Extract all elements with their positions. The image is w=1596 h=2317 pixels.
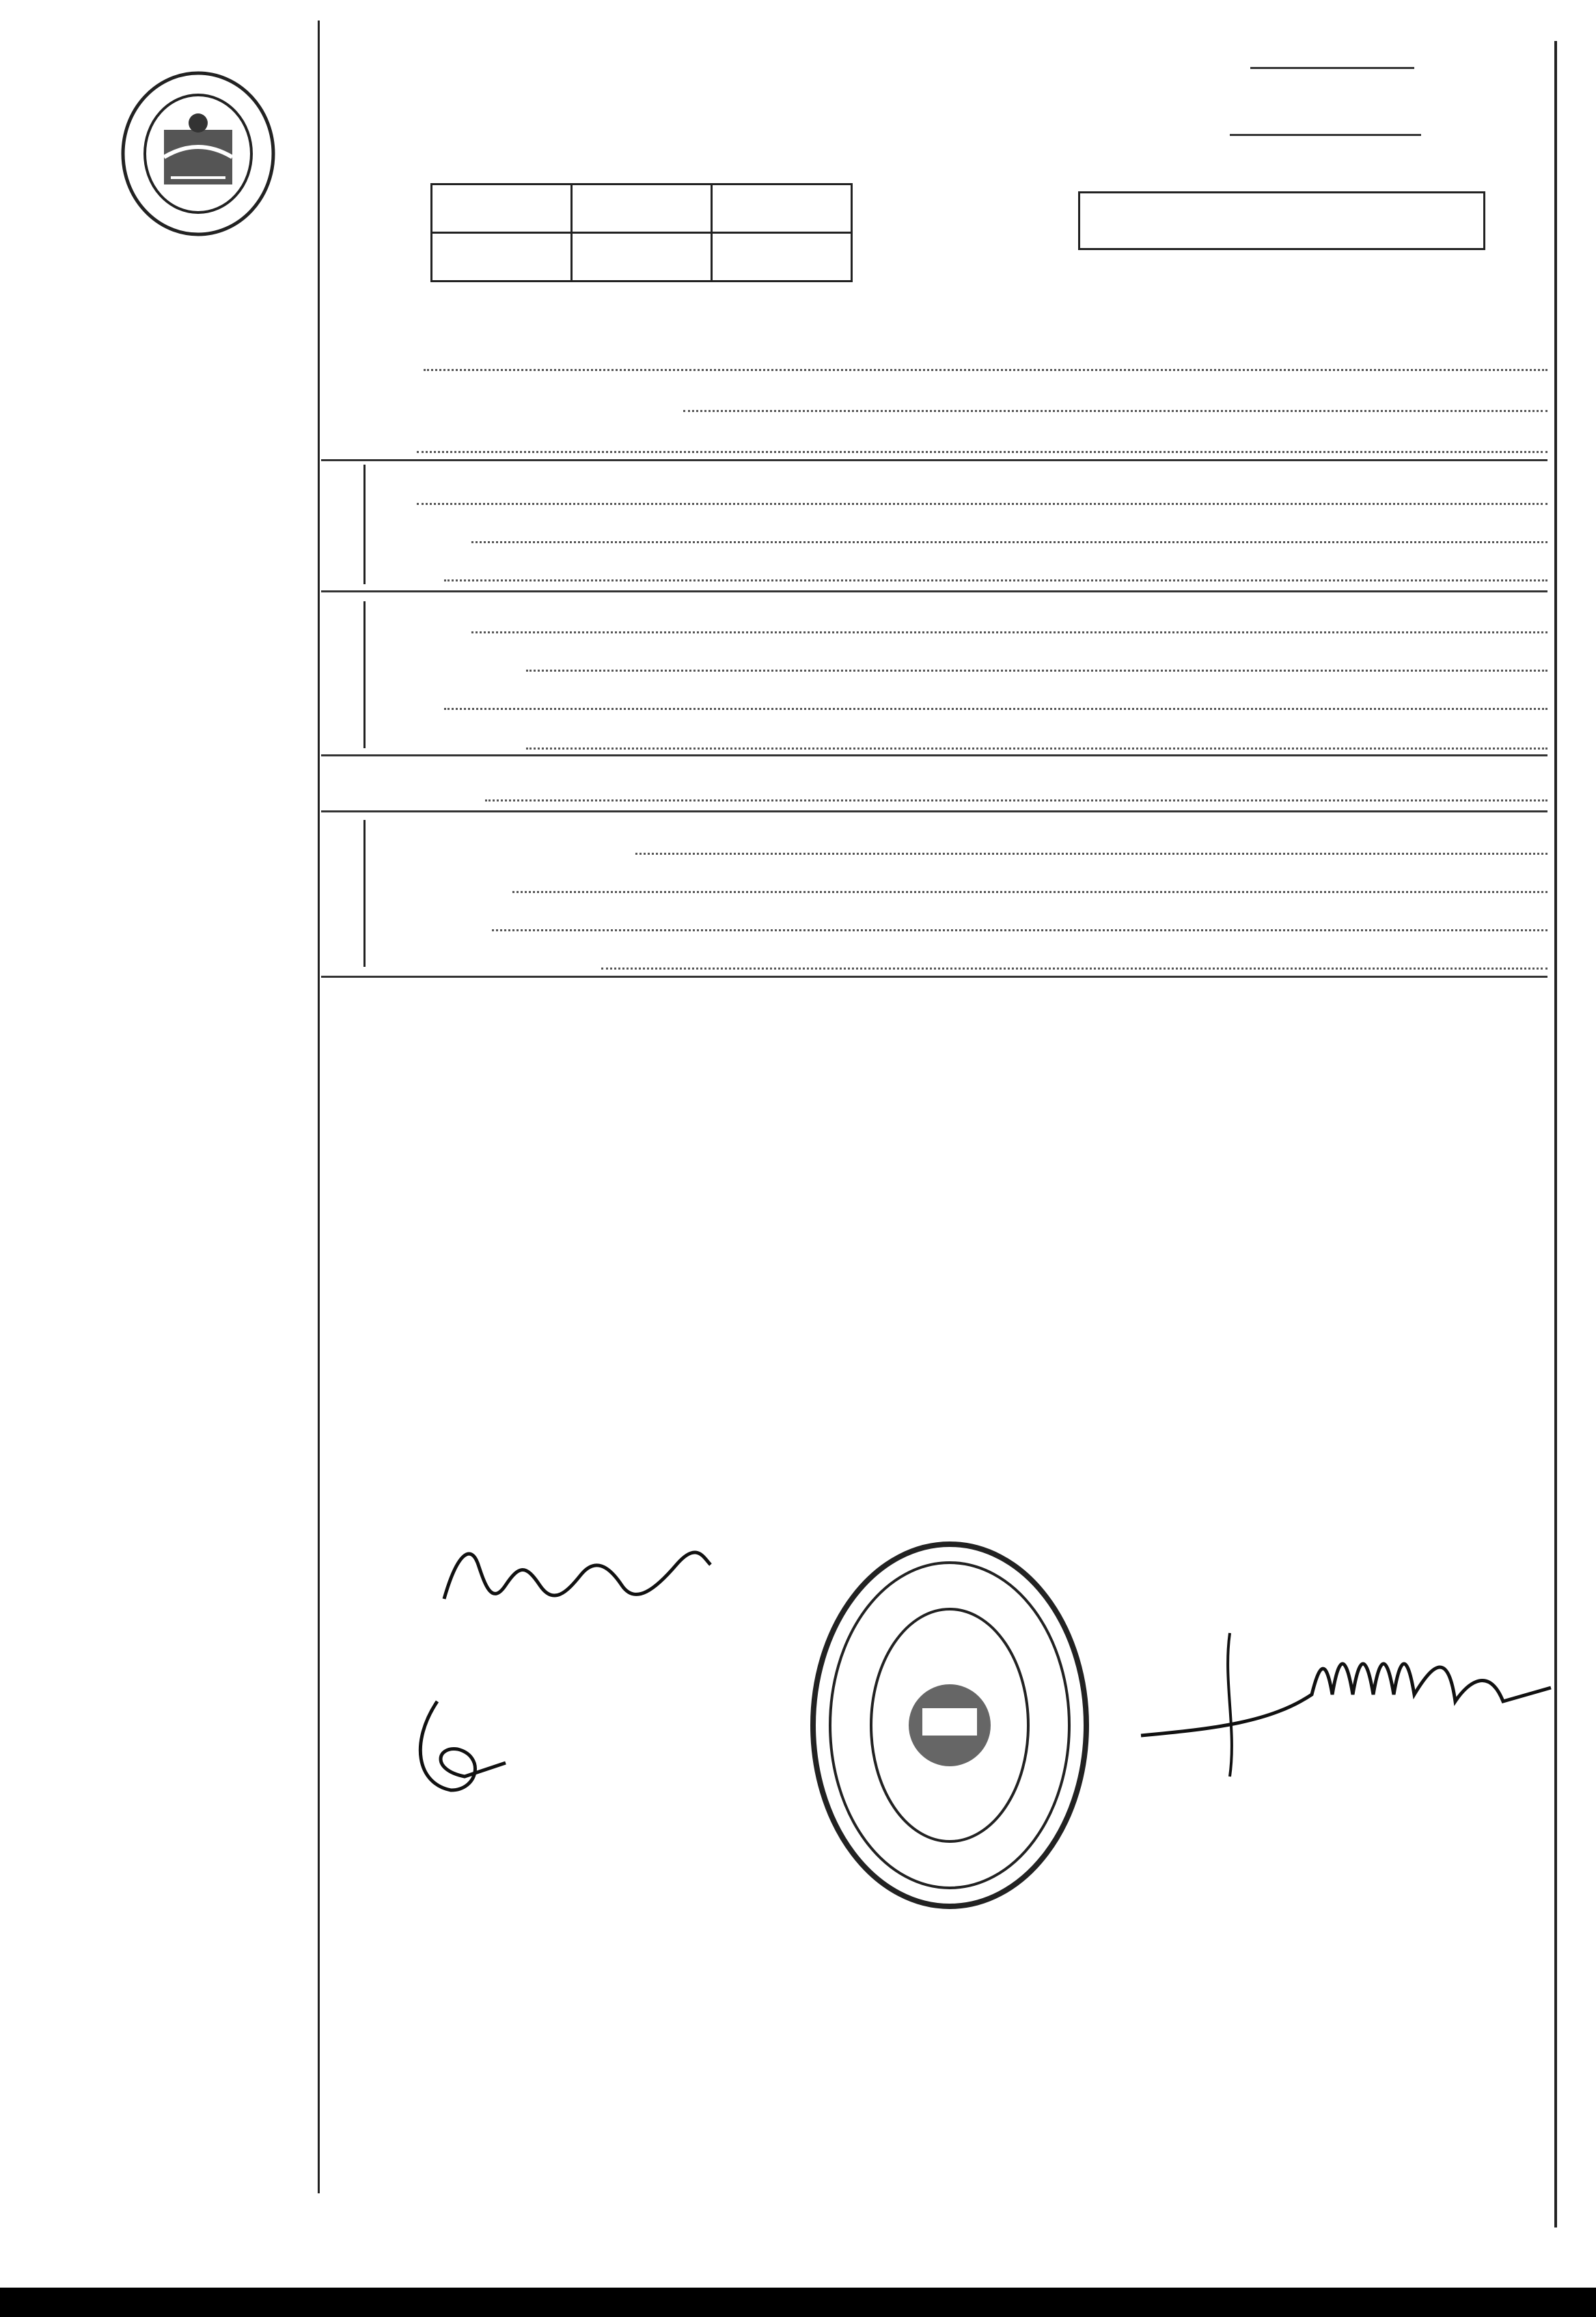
republica-dotted (683, 410, 1547, 412)
padres-top-rule (321, 590, 1547, 592)
serial-underline (1230, 134, 1421, 136)
table-header-acta (572, 184, 712, 233)
mother-signature (396, 1688, 519, 1804)
serial-top-line (1250, 67, 1414, 69)
declarante-side-bar (363, 820, 366, 967)
left-margin-line (318, 20, 320, 2193)
misiones-logo (116, 68, 280, 239)
footer-band (0, 2288, 1596, 2317)
declarante-dotted (512, 891, 1547, 893)
apellido-top-rule (321, 754, 1547, 756)
table-header-tomo (432, 184, 572, 233)
name-dotted (417, 503, 1547, 505)
registry-table (430, 183, 853, 282)
year-dotted (417, 451, 1547, 453)
apellido-dotted (485, 799, 1547, 801)
segun-dotted (635, 853, 1547, 855)
right-margin-line (1554, 41, 1557, 2227)
en-dotted (424, 369, 1547, 371)
official-signature (1134, 1626, 1558, 1804)
hijo-dotted (471, 631, 1547, 633)
domicilio-dotted (492, 929, 1547, 931)
y-de-dotted (444, 708, 1547, 710)
a-las-dotted (444, 579, 1547, 581)
table-value-tomo (432, 233, 572, 282)
sticker-top-pattern (379, 1086, 980, 1134)
padres-side-bar (363, 601, 366, 748)
declarante-bottom-rule (321, 976, 1547, 978)
table-header-ano (712, 184, 852, 233)
declarant-signature (430, 1537, 717, 1619)
document-type-box (1078, 191, 1485, 250)
dni-label-sticker (379, 1086, 980, 1349)
obra-dotted (601, 968, 1547, 970)
sexo-dotted (471, 541, 1547, 543)
official-seal (806, 1537, 1093, 1913)
declarante-top-rule (321, 810, 1547, 812)
nacido-side-bar (363, 465, 366, 584)
mother-doc-dotted (526, 748, 1547, 750)
sticker-barcode (516, 1230, 926, 1312)
father-doc-dotted (526, 670, 1547, 672)
table-value-acta (572, 233, 712, 282)
nacido-top-rule (321, 459, 1547, 461)
sticker-bottom-pattern (379, 1305, 980, 1346)
table-value-ano (712, 233, 852, 282)
